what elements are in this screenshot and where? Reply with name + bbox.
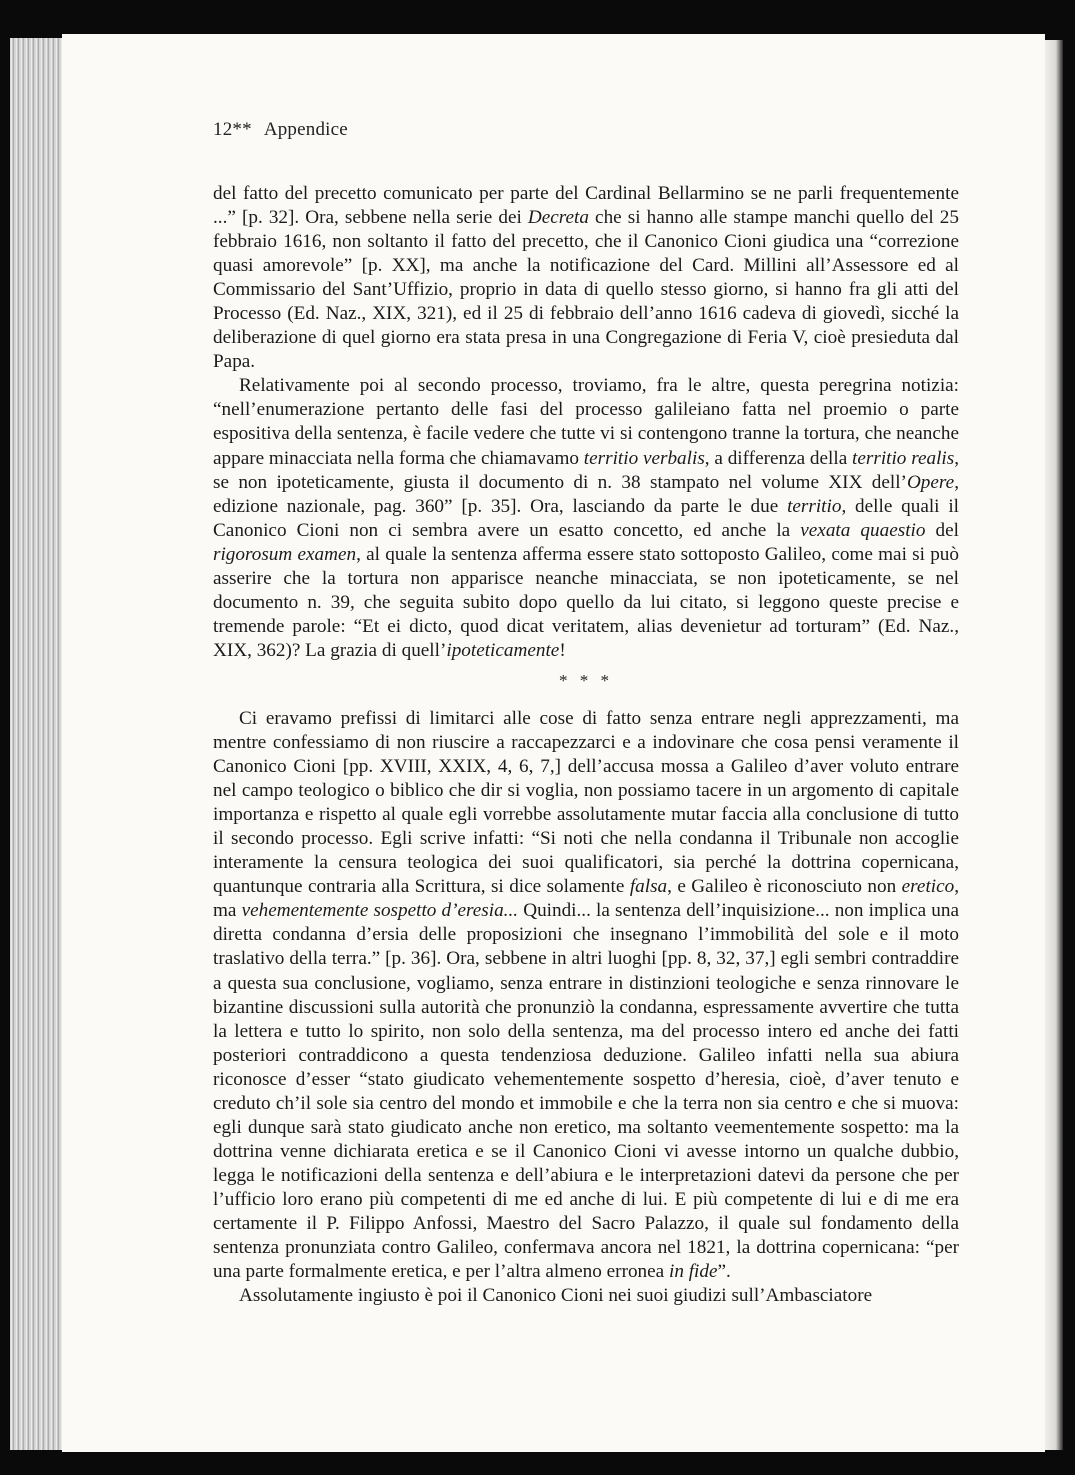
facing-page-edge <box>1045 40 1063 1450</box>
paragraph-1: del fatto del precetto comunicato per parte del Cardinal Bellarmino se ne parli frequentemente ...” [p. 32]. Ora, sebbene nella serie dei Decreta che si hanno alle stampe manchi quello del 25 febbraio 1616, non soltanto il fatto del precetto, che il Canonico Cioni giudica una “correzione quasi amorevole” [p. XX], ma anche la notificazione del Card. Millini all’Assessore ed al Commissario del Sant’Uffizio, proprio in data di quello stesso giorno, si hanno fra gli atti del Processo (Ed. Naz., XIX, 321), ed il 25 di febbraio dell’anno 1616 cadeva di giovedì, sicché la deliberazione di quel giorno era stata presa in una Congregazione di Feria V, cioè presieduta dal Papa. <box>213 183 959 373</box>
body-text <box>213 182 959 1308</box>
paragraph-2: Relativamente poi al secondo processo, troviamo, fra le altre, questa peregrina notizia: “nell’enumerazione pertanto delle fasi del processo galileiano fatta nel proemio o parte espositiva della sentenza, è facile vedere che tutte vi si contengono tranne la tortura, che neanche appare minacciata nella forma che chiamavamo territio verbalis, a differenza della territio realis, se non ipoteticamente, giusta il documento di n. 38 stampato nel volume XIX dell’Opere, edizione nazionale, pag. 360” [p. 35]. Ora, lasciando da parte le due territio, delle quali il Canonico Cioni non ci sembra avere un esatto concetto, ed anche la vexata quaestio del rigorosum examen, al quale la sentenza afferma essere stato sottoposto Galileo, come mai si può asserire che la tortura non apparisce neanche minacciata, se non ipoteticamente, se nel documento n. 39, che seguita subito dopo quello da lui citato, si leggono queste precise e tremende parole: “Et ei dicto, quod dicat veritatem, alias devenietur ad torturam” (Ed. Naz., XIX, 362)? La grazia di quell’ipoteticamente! <box>213 375 959 661</box>
paragraph-4: Assolutamente ingiusto è poi il Canonico Cioni nei suoi giudizi sull’Ambasciatore <box>239 1285 873 1307</box>
header-title: Appendice <box>263 119 348 140</box>
page-number: 12** <box>213 119 252 140</box>
running-header <box>213 119 348 141</box>
section-separator: * * * <box>559 670 613 690</box>
paragraph-3: Ci eravamo prefissi di limitarci alle cose di fatto senza entrare negli apprezzamenti, ma mentre confessiamo di non riuscire a raccapezzarci e a indovinare che cosa pensi veramente il Canonico Cioni [pp. XVIII, XXIX, 4, 6, 7,] dell’accusa mossa a Galileo d’aver voluto entrare nel campo teologico o biblico che dir si voglia, non possiamo tacere in un argomento di capitale importanza e rispetto al quale egli vorrebbe assolutamente mutar faccia alla conclusione di tutto il secondo processo. Egli scrive infatti: “Si noti che nella condanna il Tribunale non accoglie interamente la censura teologica dei suoi qualificatori, sia perché la dottrina copernicana, quantunque contraria alla Scrittura, si dice solamente falsa, e Galileo è riconosciuto non eretico, ma vehementemente sospetto d’eresia... Quindi... la sentenza dell’inquisizione... non implica una diretta condanna d’ersia delle proposizioni che insegnano l’immobilità del sole e il moto traslativo della terra.” [p. 36]. Ora, sebbene in altri luoghi [pp. 8, 32, 37,] egli sembri contraddire a questa sua conclusione, vogliamo, senza entrare in distinzioni teologiche e senza rinnovare le bizantine discussioni sulla autorità che pronunziò la condanna, espressamente avvertire che tutta la lettera e tutto lo spirito, non solo della sentenza, ma del processo intero ed anche dei fatti posteriori contraddicono a questa tendenziosa deduzione. Galileo infatti nella sua abiura riconosce d’esser “stato giudicato vehementemente sospetto d’heresia, cioè, d’aver tenuto e creduto ch’il sole sia centro del mondo et immobile e che la terra non sia centro e che si muova: egli dunque sarà stato giudicato anche non eretico, ma soltanto veementemente sospetto: ma la dottrina venne dichiarata eretica e se il Canonico Cioni vi avesse intorno un qualche dubbio, legga le notificazioni della sentenza e dell’abiura e le interpretazioni datevi da persone che per l’ufficio loro erano più competenti di me ed anche di lui. E più competente di lui e di me era certamente il P. Filippo Anfossi, Maestro del Sacro Palazzo, il quale sul fondamento della sentenza pronunziata contro Galileo, confermava ancora nel 1821, la dottrina copernicana: “per una parte formalmente eretica, e per l’altra almeno erronea in fide”. <box>213 707 960 1283</box>
